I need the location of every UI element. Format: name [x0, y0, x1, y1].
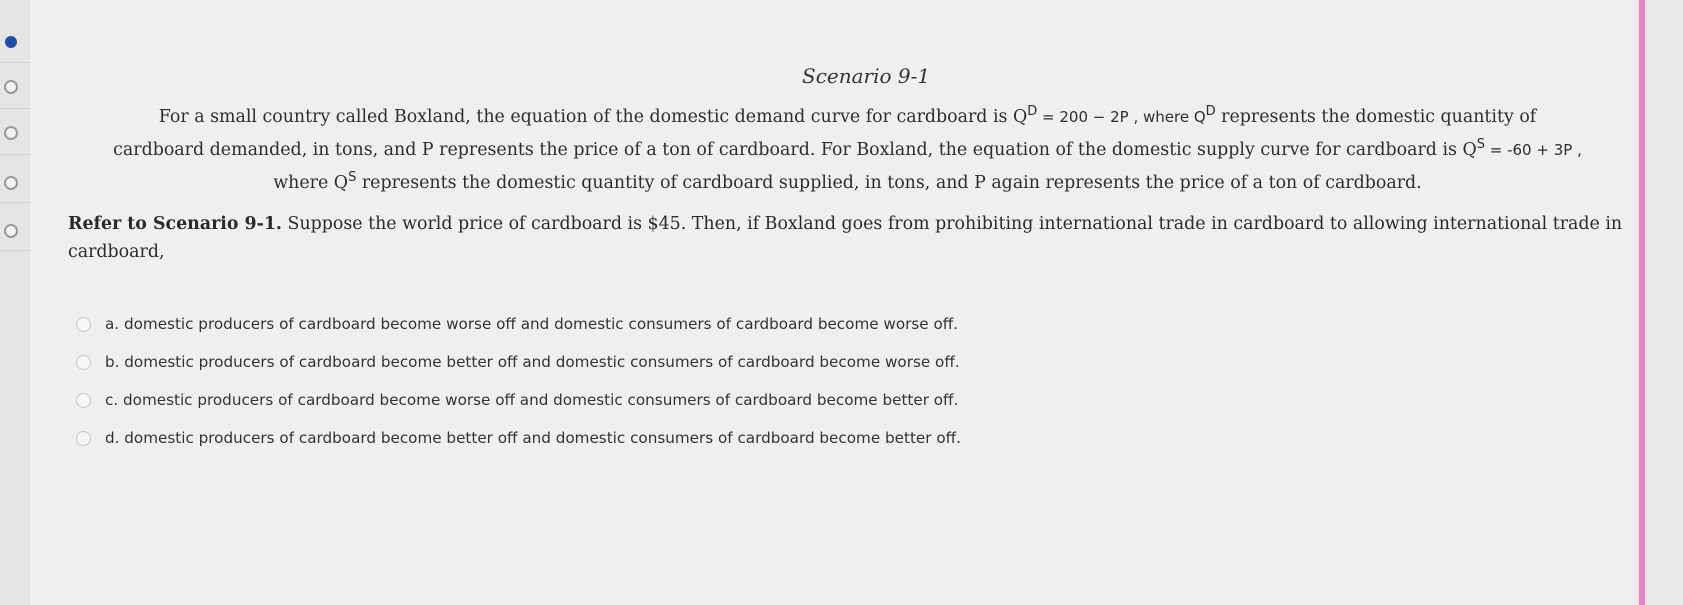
- radio-button[interactable]: [76, 431, 91, 446]
- nav-question-dot[interactable]: [4, 224, 18, 238]
- answer-label: d. domestic producers of cardboard become better off and domestic consumers of cardboard become better off.: [105, 429, 961, 447]
- answer-options: [76, 305, 1176, 457]
- answer-label: b. domestic producers of cardboard become better off and domestic consumers of cardboard become worse off.: [105, 353, 960, 371]
- superscript: D: [1205, 104, 1216, 119]
- scenario-line-1: [70, 98, 1625, 131]
- question-reference: Refer to Scenario 9-1.: [68, 214, 282, 234]
- superscript: S: [1476, 136, 1485, 152]
- answer-option-d[interactable]: [76, 419, 1176, 457]
- answer-option-a[interactable]: [76, 305, 1176, 343]
- radio-button[interactable]: [76, 355, 91, 370]
- nav-question-dot[interactable]: [4, 176, 18, 190]
- scenario-description: [70, 98, 1625, 196]
- scenario-text-span: where Q: [273, 172, 349, 193]
- nav-divider: [0, 250, 30, 251]
- superscript: D: [1027, 104, 1038, 119]
- answer-label: a. domestic producers of cardboard become worse off and domestic consumers of cardboard become worse off.: [105, 315, 959, 333]
- scenario-line-3: [70, 164, 1625, 197]
- nav-divider: [0, 108, 30, 109]
- nav-divider: [0, 154, 30, 155]
- nav-current-question-dot[interactable]: [5, 36, 17, 48]
- scenario-text-span: For a small country called Boxland, the equation of the domestic demand curve for cardboard is Q: [158, 106, 1028, 127]
- screen-bezel: [1645, 0, 1683, 605]
- question-nav-strip: [0, 0, 30, 605]
- scenario-text-span: represents the domestic quantity of: [1215, 106, 1537, 127]
- scenario-title: Scenario 9-1: [802, 64, 931, 88]
- radio-button[interactable]: [76, 317, 91, 332]
- nav-question-dot[interactable]: [4, 126, 18, 140]
- scenario-text-span: cardboard demanded, in tons, and P represents the price of a ton of cardboard. For Boxland, the equation of the domestic supply curve for cardboard is Q: [113, 139, 1477, 160]
- nav-divider: [0, 62, 30, 63]
- answer-label: c. domestic producers of cardboard become worse off and domestic consumers of cardboard become better off.: [105, 391, 959, 409]
- nav-divider: [0, 202, 30, 203]
- scenario-line-2: [70, 131, 1625, 164]
- question-page: [30, 0, 1635, 605]
- demand-equation: = 200 − 2P , where Q: [1037, 107, 1206, 126]
- scenario-text-span: represents the domestic quantity of cardboard supplied, in tons, and P again represents the price of a ton of cardboard.: [356, 172, 1422, 193]
- answer-option-c[interactable]: [76, 381, 1176, 419]
- question-prompt: [68, 210, 1623, 266]
- question-text: Suppose the world price of cardboard is $45. Then, if Boxland goes from prohibiting international trade in cardboard to allowing international trade in cardboard,: [68, 214, 1623, 262]
- supply-equation: = -60 + 3P ,: [1485, 140, 1582, 159]
- radio-button[interactable]: [76, 393, 91, 408]
- nav-question-dot[interactable]: [4, 80, 18, 94]
- answer-option-b[interactable]: [76, 343, 1176, 381]
- superscript: S: [348, 169, 357, 185]
